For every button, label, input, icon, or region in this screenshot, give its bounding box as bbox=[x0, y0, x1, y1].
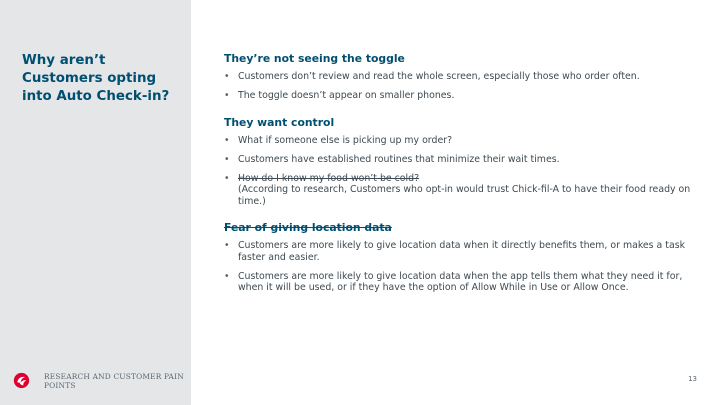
slide-content bbox=[224, 52, 694, 301]
page-number: 13 bbox=[688, 375, 697, 383]
bullet-item: • What if someone else is picking up my order? bbox=[224, 135, 694, 147]
bullet-item: • Customers are more likely to give location data when the app tells them what they need it for, when it will be used, or if they have the option of Allow While in Use or Allow Once. bbox=[224, 271, 694, 294]
section-toggle bbox=[224, 52, 694, 102]
bullet-item: • Customers are more likely to give location data when it directly benefits them, or makes a task faster and easier. bbox=[224, 240, 694, 263]
bullet-item-struck bbox=[224, 173, 694, 208]
section-control bbox=[224, 116, 694, 208]
bullet-item: • Customers have established routines that minimize their wait times. bbox=[224, 154, 694, 166]
slide-title: Why aren’t Customers opting into Auto Check-in? bbox=[22, 53, 170, 104]
bullet-list bbox=[224, 135, 694, 208]
bullet-list bbox=[224, 240, 694, 294]
bullet-item: • The toggle doesn’t appear on smaller phones. bbox=[224, 90, 694, 102]
section-heading: They’re not seeing the toggle bbox=[224, 52, 405, 65]
struck-bullet-text: How do I know my food won’t be cold? bbox=[238, 172, 420, 184]
bullet-note: (According to research, Customers who opt-in would trust Chick-fil-A to have their food ready on time.) bbox=[238, 184, 691, 207]
bullet-item: • Customers don’t review and read the whole screen, especially those who order often. bbox=[224, 71, 694, 83]
section-heading-struck: Fear of giving location data bbox=[224, 221, 392, 234]
bullet-list bbox=[224, 71, 694, 102]
section-location bbox=[224, 221, 694, 294]
section-heading: They want control bbox=[224, 115, 335, 129]
footer-section-label: RESEARCH AND CUSTOMER PAIN POINTS bbox=[44, 372, 184, 390]
chick-fil-a-logo-icon bbox=[13, 372, 30, 389]
